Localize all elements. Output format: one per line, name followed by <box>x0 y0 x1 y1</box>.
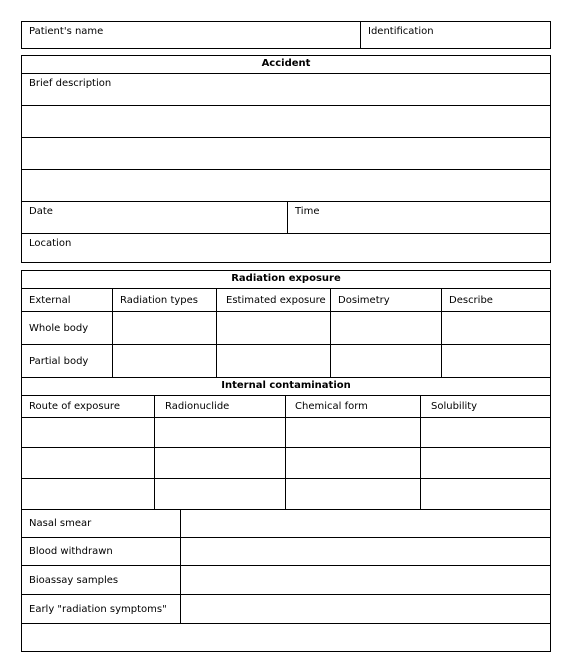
partial-body-estimated-exposure-input[interactable] <box>216 344 331 378</box>
col-radionuclide: Radionuclide <box>154 395 286 418</box>
col-chemical-form: Chemical form <box>285 395 421 418</box>
location-label: Location <box>29 238 72 249</box>
contamination-row-2-radionuclide[interactable] <box>154 447 286 479</box>
contamination-row-2-solubility[interactable] <box>420 447 551 479</box>
whole-body-describe-input[interactable] <box>441 311 551 345</box>
bioassay-samples-input[interactable] <box>180 565 551 595</box>
blood-withdrawn-input[interactable] <box>180 537 551 566</box>
col-radiation-types: Radiation types <box>112 288 217 312</box>
whole-body-estimated-exposure-input[interactable] <box>216 311 331 345</box>
time-field[interactable] <box>287 201 551 234</box>
col-solubility: Solubility <box>420 395 551 418</box>
col-external: External <box>21 288 113 312</box>
notes-field[interactable] <box>21 623 551 652</box>
nasal-smear-label: Nasal smear <box>21 509 181 538</box>
contamination-row-2-route[interactable] <box>21 447 155 479</box>
partial-body-radiation-types-input[interactable] <box>112 344 217 378</box>
brief-description-line-3[interactable] <box>21 137 551 170</box>
col-estimated-exposure: Estimated exposure <box>216 288 331 312</box>
identification-label: Identification <box>368 26 434 37</box>
contamination-row-1-route[interactable] <box>21 417 155 448</box>
whole-body-radiation-types-input[interactable] <box>112 311 217 345</box>
contamination-row-3-radionuclide[interactable] <box>154 478 286 510</box>
contamination-row-1-radionuclide[interactable] <box>154 417 286 448</box>
contamination-row-1-chemical-form[interactable] <box>285 417 421 448</box>
brief-description-field[interactable] <box>21 73 551 106</box>
patient-name-label: Patient's name <box>29 26 104 37</box>
contamination-row-1-solubility[interactable] <box>420 417 551 448</box>
date-field[interactable] <box>21 201 288 234</box>
brief-description-line-4[interactable] <box>21 169 551 202</box>
partial-body-describe-input[interactable] <box>441 344 551 378</box>
internal-contamination-title: Internal contamination <box>21 377 551 396</box>
col-route-of-exposure: Route of exposure <box>21 395 155 418</box>
col-describe: Describe <box>441 288 551 312</box>
col-dosimetry: Dosimetry <box>330 288 442 312</box>
radiation-exposure-title: Radiation exposure <box>21 270 551 289</box>
patient-name-field[interactable] <box>21 21 361 49</box>
contamination-row-3-solubility[interactable] <box>420 478 551 510</box>
blood-withdrawn-label: Blood withdrawn <box>21 537 181 566</box>
row-partial-body: Partial body <box>21 344 113 378</box>
time-label: Time <box>295 206 320 217</box>
brief-description-line-2[interactable] <box>21 105 551 138</box>
contamination-row-3-chemical-form[interactable] <box>285 478 421 510</box>
date-label: Date <box>29 206 53 217</box>
accident-section-title: Accident <box>21 55 551 74</box>
identification-field[interactable] <box>360 21 551 49</box>
contamination-row-3-route[interactable] <box>21 478 155 510</box>
location-field[interactable] <box>21 233 551 263</box>
whole-body-dosimetry-input[interactable] <box>330 311 442 345</box>
contamination-row-2-chemical-form[interactable] <box>285 447 421 479</box>
brief-description-label: Brief description <box>29 78 112 89</box>
bioassay-samples-label: Bioassay samples <box>21 565 181 595</box>
partial-body-dosimetry-input[interactable] <box>330 344 442 378</box>
early-radiation-symptoms-label: Early "radiation symptoms" <box>21 594 181 624</box>
nasal-smear-input[interactable] <box>180 509 551 538</box>
row-whole-body: Whole body <box>21 311 113 345</box>
early-radiation-symptoms-input[interactable] <box>180 594 551 624</box>
